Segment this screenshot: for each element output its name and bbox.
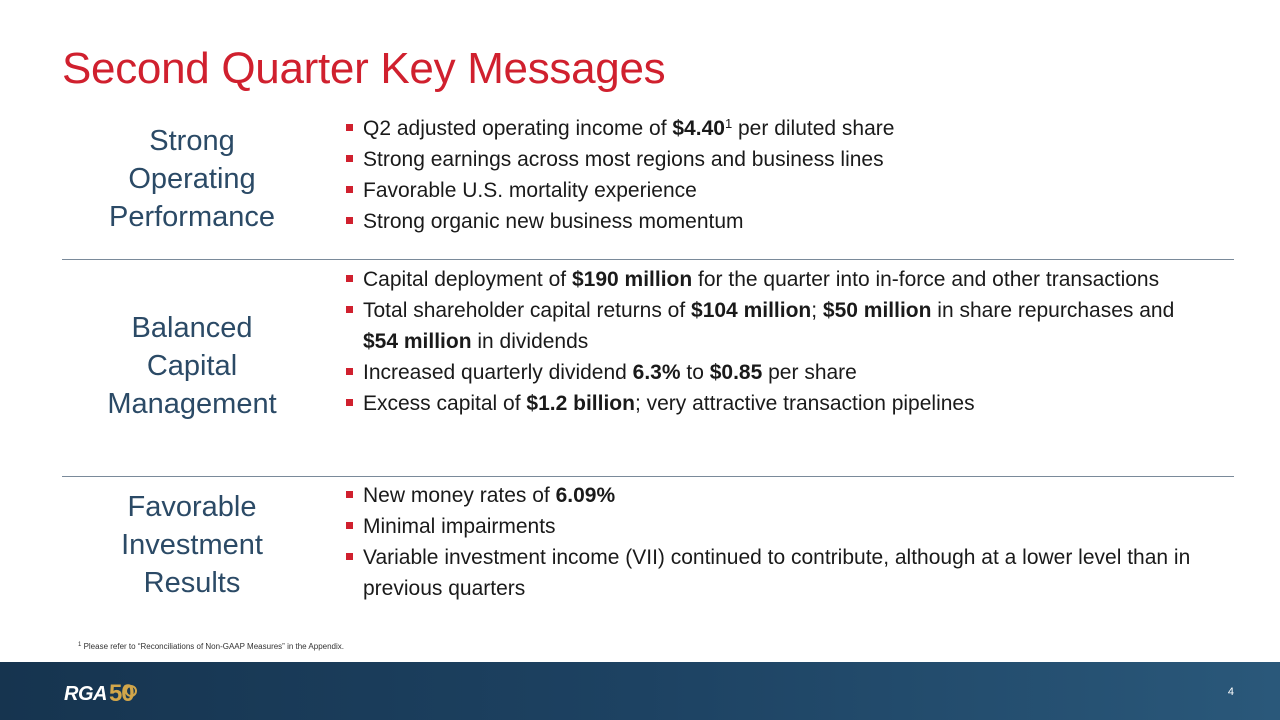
bullet-item: Increased quarterly dividend 6.3% to $0.85 per share xyxy=(346,357,1206,388)
section-label: Favorable Investment Results xyxy=(121,491,263,599)
anniversary-seal-icon xyxy=(125,685,137,697)
bullet-list xyxy=(346,480,1206,604)
bullet-item: Strong organic new business momentum xyxy=(346,206,1206,237)
section-label: Balanced Capital Management xyxy=(107,312,277,420)
section-balanced-capital-management xyxy=(62,264,1234,474)
section-strong-operating-performance xyxy=(62,118,1234,258)
logo-text: RGA xyxy=(64,682,107,705)
bullet-item: Strong earnings across most regions and business lines xyxy=(346,144,1206,175)
rga-logo xyxy=(64,680,134,708)
bullet-item: Total shareholder capital returns of $104 million; $50 million in share repurchases and $54 million in dividends xyxy=(346,295,1206,357)
bullet-item: Excess capital of $1.2 billion; very attractive transaction pipelines xyxy=(346,388,1206,419)
footnote: $^1$ Please refer to “Reconciliations of Non-GAAP Measures” in the Appendix. xyxy=(78,642,344,651)
bullet-list xyxy=(346,113,1206,237)
bullet-item: New money rates of 6.09% xyxy=(346,480,1206,511)
page-number: 4 xyxy=(1227,686,1234,698)
bullet-item: Capital deployment of $190 million for the quarter into in-force and other transactions xyxy=(346,264,1206,295)
slide-title: Second Quarter Key Messages xyxy=(62,44,666,93)
section-divider xyxy=(62,476,1234,477)
bullet-item: Q2 adjusted operating income of $4.40$^1$ per diluted share xyxy=(346,113,1206,144)
bullet-item: Minimal impairments xyxy=(346,511,1206,542)
section-favorable-investment-results xyxy=(62,482,1234,622)
footer-bar xyxy=(0,662,1280,720)
bullet-item: Favorable U.S. mortality experience xyxy=(346,175,1206,206)
section-label: Strong Operating Performance xyxy=(108,125,275,233)
bullet-list xyxy=(346,264,1206,419)
logo-anniversary-number: 50 xyxy=(109,680,134,708)
bullet-item: Variable investment income (VII) continued to contribute, although at a lower level than in previous quarters xyxy=(346,542,1206,604)
section-divider xyxy=(62,259,1234,260)
